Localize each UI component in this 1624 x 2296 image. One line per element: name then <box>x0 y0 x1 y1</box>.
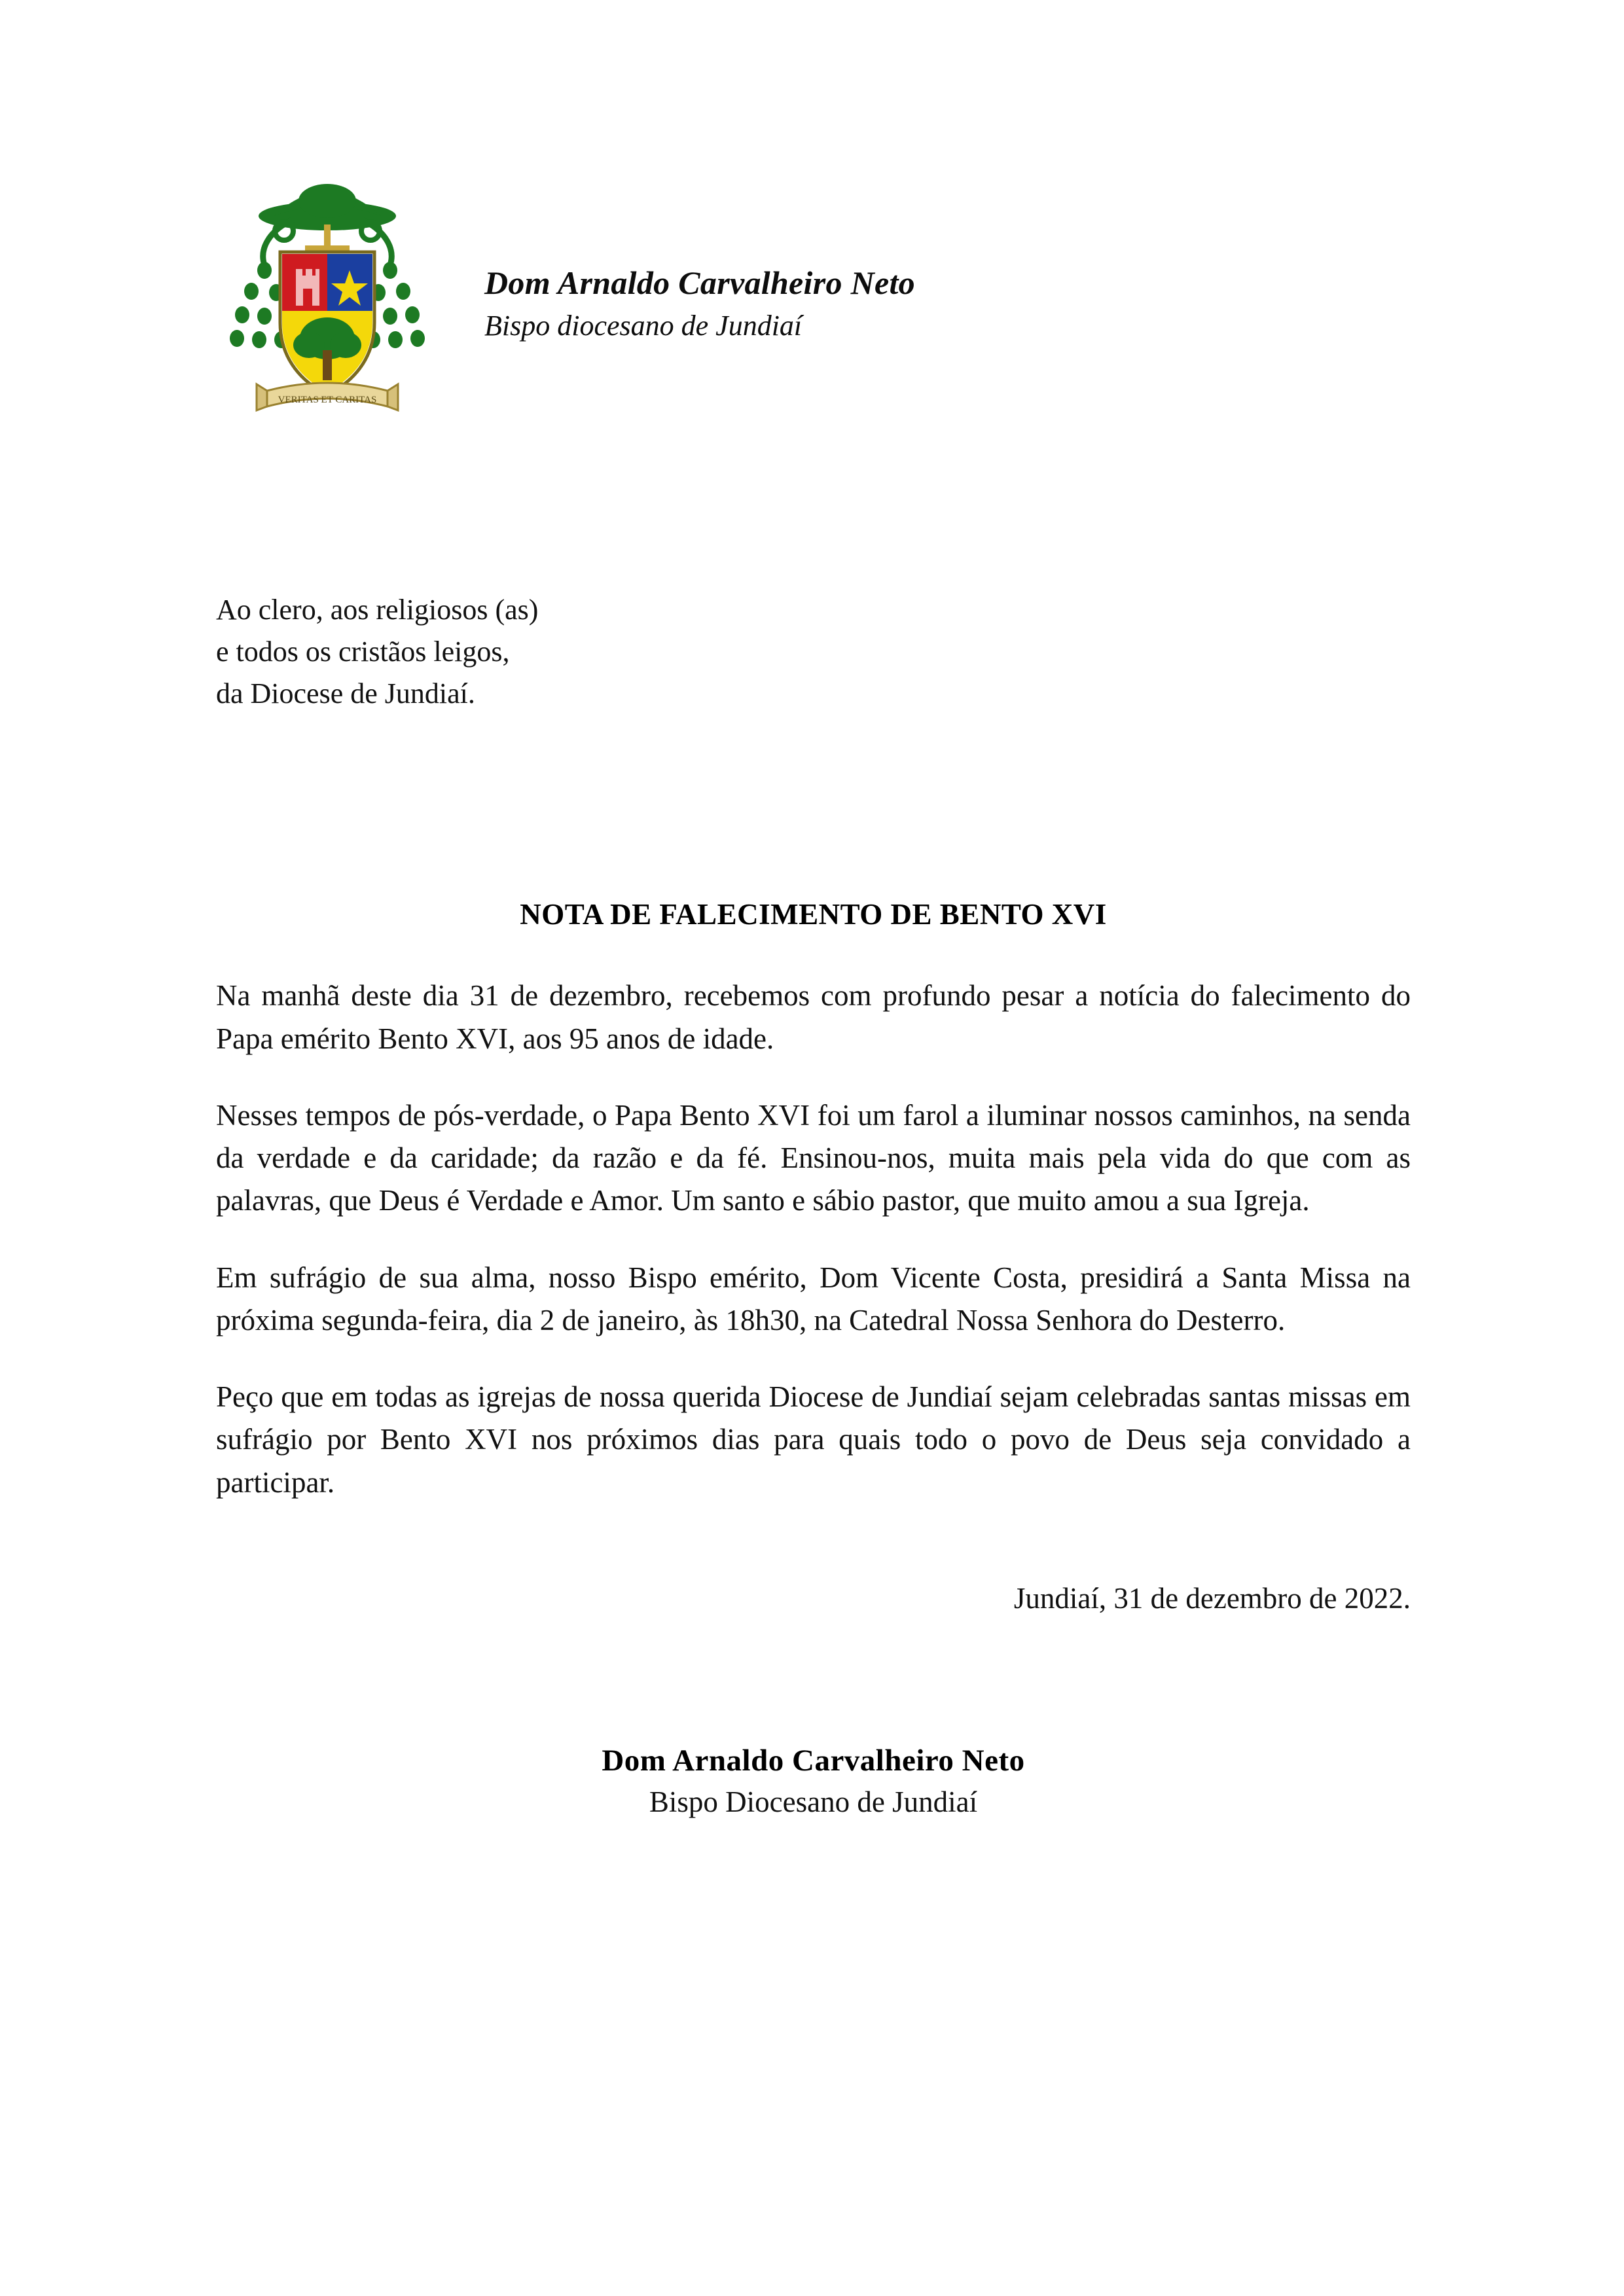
letterhead-bishop-name: Dom Arnaldo Carvalheiro Neto <box>484 264 915 301</box>
place-and-date: Jundiaí, 31 de dezembro de 2022. <box>1013 1581 1411 1615</box>
body-paragraph-1: Na manhã deste dia 31 de dezembro, recebemos com profundo pesar a notícia do falecimento do Papa emérito Bento XVI, aos 95 anos de idade. <box>216 979 1411 1055</box>
body-paragraph-3: Em sufrágio de sua alma, nosso Bispo emérito, Dom Vicente Costa, presidirá a Santa Missa na próxima segunda-feira, dia 2 de janeiro, às 18h30, na Catedral Nossa Senhora do Desterro. <box>216 1261 1411 1336</box>
bishop-coat-of-arms-icon <box>196 154 458 435</box>
addressee-line-3: da Diocese de Jundiaí. <box>216 677 475 709</box>
letterhead-text <box>484 245 915 345</box>
body-paragraph-2: Nesses tempos de pós-verdade, o Papa Bento XVI foi um farol a iluminar nossos caminhos, na senda da verdade e da caridade; da razão e da fé. Ensinou-nos, muita mais pela vida do que com as palavras, que Deus é Verdade e Amor. Um santo e sábio pastor, que muito amou a sua Igreja. <box>216 1098 1411 1217</box>
addressee-line-1: Ao clero, aos religiosos (as) <box>216 594 539 626</box>
letterhead-bishop-role: Bispo diocesano de Jundiaí <box>484 310 803 342</box>
document-body <box>216 589 1411 1819</box>
svg-text:VERITAS ET CARITAS: VERITAS ET CARITAS <box>278 395 377 405</box>
letterhead <box>196 154 915 435</box>
signature-name: Dom Arnaldo Carvalheiro Neto <box>602 1743 1025 1778</box>
addressee-line-2: e todos os cristãos leigos, <box>216 635 510 668</box>
page-title: NOTA DE FALECIMENTO DE BENTO XVI <box>520 898 1107 931</box>
signature-block <box>216 1743 1411 1819</box>
signature-role: Bispo Diocesano de Jundiaí <box>649 1785 978 1818</box>
body-paragraph-4: Peço que em todas as igrejas de nossa querida Diocese de Jundiaí sejam celebradas santas missas em sufrágio por Bento XVI nos próximos dias para quais todo o povo de Deus seja convidado a participar. <box>216 1380 1411 1499</box>
addressee-block <box>216 589 1411 714</box>
